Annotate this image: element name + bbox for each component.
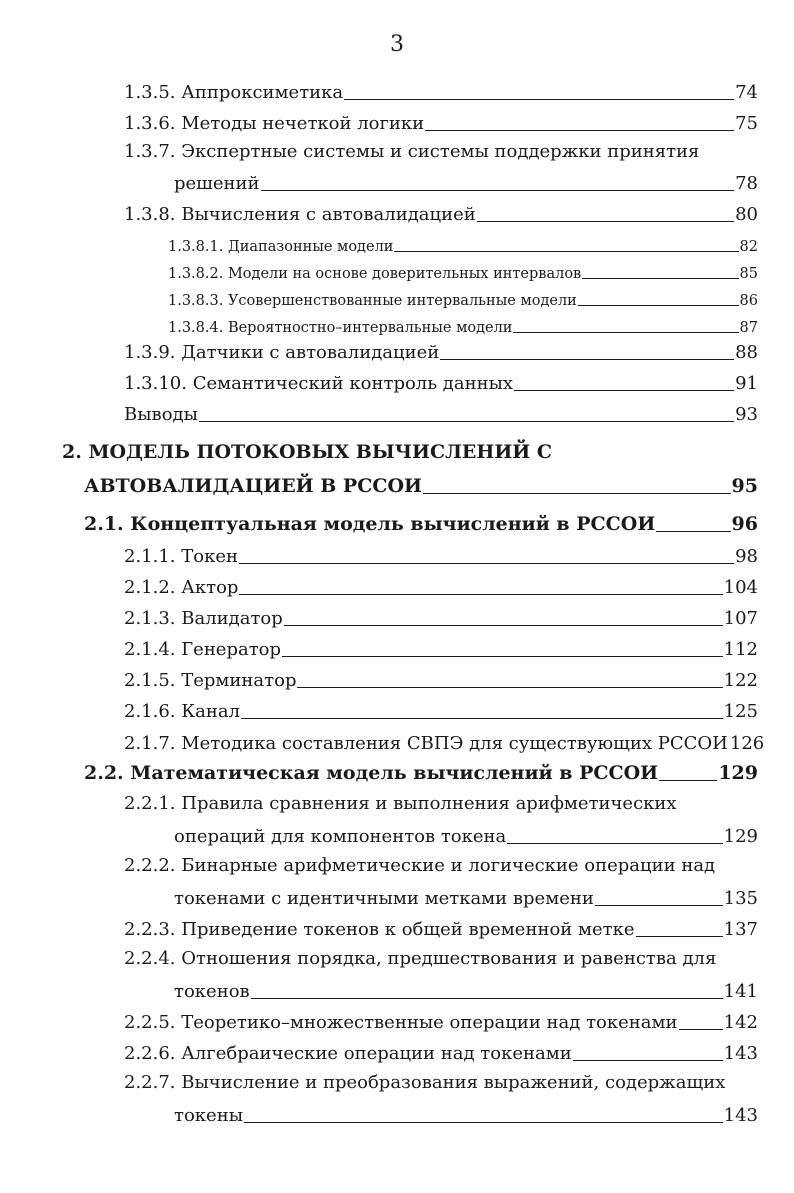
toc-entry-label: 2.1.7. Методика составления СВПЭ для существующих РССОИ [124,733,728,754]
toc-entry-page: 86 [739,293,758,309]
toc-entry-page: 143 [723,1043,758,1064]
toc-entry-page: 75 [735,113,758,134]
toc-entry-2-1-2[interactable] [124,574,758,598]
toc-entry-page: 112 [723,639,758,660]
toc-entry-label: 1.3.5. Аппроксиметика [124,82,344,103]
toc-entry-page: 135 [723,888,758,909]
toc-chapter-2-line1[interactable]: 2. МОДЕЛЬ ПОТОКОВЫХ ВЫЧИСЛЕНИЙ С [62,441,552,463]
toc-entry-1-3-8-3[interactable] [168,285,758,309]
toc-entry-1-3-5[interactable] [124,79,758,103]
toc-entry-page: 87 [739,320,758,336]
toc-entry-2-2-7-line1[interactable]: 2.2.7. Вычисление и преобразования выражений, содержащих [124,1072,726,1093]
toc-entry-2-2-1[interactable] [174,823,758,847]
toc-entry-label: токенами с идентичными метками времени [174,888,594,909]
toc-entry-label: 1.3.8.4. Вероятностно–интервальные модели [168,320,513,336]
toc-entry-2-2-4[interactable] [174,978,758,1002]
leader-line [636,936,723,937]
leader-line [440,359,734,360]
toc-entry-label: 2.2.3. Приведение токенов к общей временной метке [124,919,635,940]
toc-entry-page: 98 [735,546,758,567]
toc-entry-label: АВТОВАЛИДАЦИЕЙ В РССОИ [84,475,422,497]
toc-entry-label: Выводы [124,404,198,425]
leader-line [261,190,735,191]
leader-line [251,998,723,999]
toc-entry-page: 93 [735,404,758,425]
toc-entry-2-1-5[interactable] [124,667,758,691]
leader-line [239,563,734,564]
toc-entry-page: 129 [723,826,758,847]
toc-entry-label: 2.1.6. Канал [124,701,241,722]
toc-entry-page: 122 [723,670,758,691]
toc-entry-page: 143 [723,1105,758,1126]
toc-entry-page: 85 [739,266,758,282]
toc-entry-label: 2.1.2. Актор [124,577,239,598]
toc-entry-2-2-6[interactable] [124,1040,758,1064]
leader-line [241,718,723,719]
leader-line [282,656,723,657]
toc-entry-label: 2.1.3. Валидатор [124,608,283,629]
toc-entry-2-2-5[interactable] [124,1009,758,1033]
toc-entry-label: операций для компонентов токена [174,826,507,847]
leader-line [297,687,722,688]
toc-entry-label: 2.2. Математическая модель вычислений в РССОИ [84,762,659,784]
toc-entry-page: 78 [735,173,758,194]
toc-entry-page: 129 [718,762,758,784]
toc-entry-2-2-2-line1[interactable]: 2.2.2. Бинарные арифметические и логические операции над [124,855,716,876]
toc-entry-2-2-4-line1[interactable]: 2.2.4. Отношения порядка, предшествования и равенства для [124,948,717,969]
toc-entry-page: 141 [723,981,758,1002]
leader-line [507,843,722,844]
toc-entry-2-1-1[interactable] [124,543,758,567]
toc-entry-2-1-6[interactable] [124,698,758,722]
toc-entry-1-3-8-1[interactable] [168,231,758,255]
leader-line [425,130,734,131]
toc-entry-1-3-6[interactable] [124,110,758,134]
toc-entry-label: 1.3.6. Методы нечеткой логики [124,113,425,134]
toc-entry-page: 88 [735,342,758,363]
toc-entry-label: 2.1.1. Токен [124,546,238,567]
toc-entry-2-1-7[interactable] [124,730,765,754]
leader-line [578,305,739,306]
toc-entry-2-2-3[interactable] [124,916,758,940]
leader-line [423,493,731,494]
toc-entry-page: 107 [723,608,758,629]
toc-entry-page: 126 [729,733,765,754]
toc-entry-2-2-1-line1[interactable]: 2.2.1. Правила сравнения и выполнения арифметических [124,793,677,814]
leader-line [477,221,734,222]
toc-entry-2-2-2[interactable] [174,885,758,909]
toc-entry-page: 137 [723,919,758,940]
leader-line [344,99,734,100]
toc-entry-label: 1.3.10. Семантический контроль данных [124,373,514,394]
toc-entry-page: 96 [731,513,758,535]
toc-entry-label: 2.2.6. Алгебраические операции над токенами [124,1043,572,1064]
toc-entry-label: 2.1.5. Терминатор [124,670,297,691]
toc-entry-page: 74 [735,82,758,103]
leader-line [514,390,734,391]
page-number: 3 [390,32,404,57]
toc-section-2-2[interactable] [84,760,758,784]
toc-entry-label: токены [174,1105,244,1126]
toc-section-2-1[interactable] [84,511,758,535]
leader-line [582,278,738,279]
toc-entry-page: 125 [723,701,758,722]
leader-line [199,421,734,422]
toc-entry-page: 95 [731,475,758,497]
toc-entry-1-3-7-line1[interactable]: 1.3.7. Экспертные системы и системы поддержки принятия [124,141,700,162]
leader-line [239,594,722,595]
leader-line [573,1060,723,1061]
toc-entry-label: 2.1.4. Генератор [124,639,282,660]
toc-entry-label: 1.3.8. Вычисления с автовалидацией [124,204,476,225]
toc-entry-label: 2.2.5. Теоретико–множественные операции над токенами [124,1012,678,1033]
toc-entry-1-3-10[interactable] [124,370,758,394]
toc-entry-1-3-7[interactable] [174,170,758,194]
toc-chapter-2[interactable] [84,473,758,497]
toc-entry-1-3-8-2[interactable] [168,258,758,282]
toc-entry-1-3-8[interactable] [124,201,758,225]
leader-line [656,531,730,532]
leader-line [679,1029,723,1030]
toc-entry-2-1-4[interactable] [124,636,758,660]
toc-entry-page: 80 [735,204,758,225]
leader-line [244,1122,723,1123]
toc-entry-2-1-3[interactable] [124,605,758,629]
toc-entry-label: решений [174,173,260,194]
toc-entry-label: 1.3.8.3. Усовершенствованные интервальные модели [168,293,577,309]
leader-line [394,251,738,252]
leader-line [595,905,723,906]
toc-entry-label: токенов [174,981,250,1002]
toc-entry-1-3-9[interactable] [124,339,758,363]
toc-entry-page: 142 [723,1012,758,1033]
toc-entry-page: 104 [723,577,758,598]
toc-entry-label: 1.3.9. Датчики с автовалидацией [124,342,440,363]
toc-entry-label: 1.3.8.1. Диапазонные модели [168,239,394,255]
toc-entry-2-2-7[interactable] [174,1102,758,1126]
toc-entry-page: 82 [739,239,758,255]
toc-entry-label: 2.1. Концептуальная модель вычислений в РССОИ [84,513,656,535]
leader-line [513,332,738,333]
toc-entry-1-3-8-4[interactable] [168,312,758,336]
toc-entry-conclusions[interactable] [124,401,758,425]
toc-entry-page: 91 [735,373,758,394]
leader-line [659,780,717,781]
toc-entry-label: 1.3.8.2. Модели на основе доверительных интервалов [168,266,582,282]
leader-line [284,625,723,626]
